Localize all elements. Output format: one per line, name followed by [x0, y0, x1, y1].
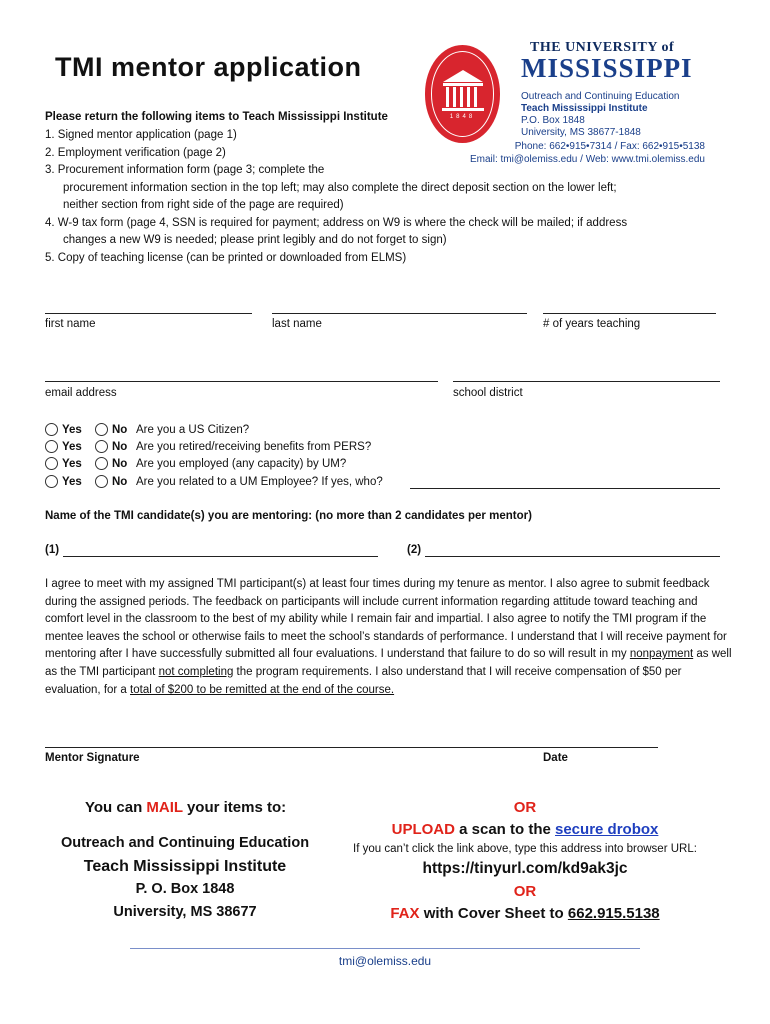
- mail-line1: Outreach and Continuing Education: [60, 835, 310, 851]
- question-text: Are you employed (any capacity) by UM?: [136, 457, 347, 470]
- no-label: No: [112, 475, 128, 488]
- instruction-item-2: 2. Employment verification (page 2): [45, 146, 226, 159]
- question-pers: [45, 438, 371, 455]
- yes-radio[interactable]: [45, 423, 58, 436]
- instructions-heading: Please return the following items to Teach Mississippi Institute: [45, 111, 388, 123]
- email-label: email address: [45, 387, 117, 399]
- mail-heading: [85, 799, 286, 816]
- first-name-field[interactable]: [45, 313, 252, 314]
- no-radio[interactable]: [95, 423, 108, 436]
- question-um-employed: [45, 455, 346, 472]
- candidate-2-label: (2): [407, 544, 422, 556]
- upload-word: UPLOAD: [391, 821, 455, 838]
- instruction-item-3-cont2: neither section from right side of the page are required): [63, 199, 344, 211]
- mail-word: MAIL: [146, 799, 183, 816]
- no-radio[interactable]: [95, 440, 108, 453]
- instruction-item-3-cont: procurement information section in the top left; may also complete the direct deposit section on the lower left;: [63, 181, 617, 194]
- yes-radio[interactable]: [45, 475, 58, 488]
- agreement-text-3: the program requirements. I also understand that I will receive compensation of $50 per evaluation, for a: [45, 665, 682, 696]
- question-text: Are you retired/receiving benefits from PERS?: [136, 440, 372, 453]
- email-field[interactable]: [45, 381, 438, 382]
- agreement-text-2: as well as the TMI participant: [45, 648, 732, 678]
- org-email-web: Email: tmi@olemiss.edu / Web: www.tmi.olemiss.edu: [469, 153, 705, 165]
- org-line4: University, MS 38677-1848: [521, 127, 641, 138]
- no-radio[interactable]: [95, 457, 108, 470]
- mail-line3: P. O. Box 1848: [135, 881, 235, 897]
- org-phone-fax: Phone: 662•915•7314 / Fax: 662•915•5138: [514, 141, 705, 152]
- related-who-field[interactable]: [410, 488, 720, 489]
- seal-year: 1848: [449, 114, 476, 120]
- question-us-citizen: [45, 421, 249, 438]
- mail-line2: Teach Mississippi Institute: [83, 858, 287, 875]
- mail-line4: University, MS 38677: [113, 904, 257, 920]
- question-related: [45, 473, 383, 490]
- instruction-item-1: 1. Signed mentor application (page 1): [45, 129, 237, 141]
- fax-word: FAX: [390, 905, 420, 922]
- org-line1: Outreach and Continuing Education: [521, 91, 680, 102]
- last-name-field[interactable]: [272, 313, 527, 314]
- years-teaching-field[interactable]: [543, 313, 716, 314]
- secure-dropbox-link[interactable]: secure drobox: [555, 821, 659, 838]
- candidate-1-field[interactable]: [63, 556, 378, 557]
- candidate-1-label: (1): [45, 544, 60, 556]
- question-text: Are you related to a UM Employee? If yes, who?: [136, 475, 383, 488]
- upload-mid: a scan to the: [454, 821, 555, 838]
- logo-mississippi: MISSISSIPPI: [521, 53, 693, 83]
- nonpayment-text: nonpayment: [629, 648, 694, 661]
- question-text: Are you a US Citizen?: [136, 423, 250, 436]
- tinyurl-text: https://tinyurl.com/kd9ak3jc: [422, 860, 628, 877]
- yes-label: Yes: [62, 457, 82, 470]
- org-line2: Teach Mississippi Institute: [521, 103, 648, 114]
- date-label: Date: [543, 752, 568, 764]
- signature-field[interactable]: [45, 747, 658, 748]
- footer-email: tmi@olemiss.edu: [338, 954, 432, 968]
- yes-radio[interactable]: [45, 457, 58, 470]
- page-title: TMI mentor application: [55, 52, 362, 82]
- mail-post: your items to:: [182, 799, 287, 816]
- instruction-item-4-cont: changes a new W9 is needed; please print legibly and do not forget to sign): [63, 234, 447, 246]
- no-radio[interactable]: [95, 475, 108, 488]
- mail-pre: You can: [85, 799, 147, 816]
- mail-address: [45, 832, 325, 924]
- yes-label: Yes: [62, 440, 82, 453]
- upload-hint: If you can’t click the link above, type this address into browser URL:: [353, 843, 697, 855]
- school-district-field[interactable]: [453, 381, 720, 382]
- first-name-label: first name: [45, 318, 96, 330]
- or-1: OR: [513, 799, 537, 816]
- yes-label: Yes: [62, 423, 82, 436]
- years-teaching-label: # of years teaching: [543, 318, 641, 330]
- fax-mid: with Cover Sheet to: [419, 905, 568, 922]
- or-2: OR: [513, 883, 537, 900]
- yes-radio[interactable]: [45, 440, 58, 453]
- not-completing-text: not completing: [158, 665, 234, 678]
- logo-the-university-of: THE UNIVERSITY of: [530, 40, 675, 55]
- no-label: No: [112, 440, 128, 453]
- last-name-label: last name: [272, 318, 322, 330]
- fax-number: 662.915.5138: [567, 905, 660, 922]
- candidates-heading: Name of the TMI candidate(s) you are mentoring: (no more than 2 candidates per mentor): [45, 510, 532, 522]
- upload-line: [335, 821, 715, 838]
- agreement-paragraph: [45, 576, 735, 699]
- school-district-label: school district: [453, 387, 523, 399]
- candidate-2-field[interactable]: [425, 556, 720, 557]
- agreement-text-1: I agree to meet with my assigned TMI participant(s) at least four times during my tenure as mentor. I also agree to submit feedback during the assigned periods. The feedback on participants will include current information regarding attitude toward teaching and comfort level in the classroom to the best of my ability while I remain fair and impartial. I also agree to notify the TMI program if the mentee leaves the school or otherwise fails to meet the school’s standards of performance. I understand that I will receive payment for mentoring after I have successfully submitted all four evaluations. I understand that failure to do so will result in my: [45, 578, 727, 661]
- footer-divider: [130, 948, 640, 949]
- total-text: total of $200 to be remitted at the end of the course.: [130, 683, 395, 696]
- org-line3: P.O. Box 1848: [521, 115, 585, 126]
- instruction-item-4: 4. W-9 tax form (page 4, SSN is required for payment; address on W9 is where the check will be mailed; if address: [45, 216, 628, 229]
- no-label: No: [112, 457, 128, 470]
- instruction-item-3: 3. Procurement information form (page 3; complete the: [45, 164, 325, 176]
- no-label: No: [112, 423, 128, 436]
- instructions-list: [45, 127, 725, 267]
- instruction-item-5: 5. Copy of teaching license (can be printed or downloaded from ELMS): [45, 251, 407, 264]
- mentor-signature-label: Mentor Signature: [45, 752, 140, 764]
- yes-label: Yes: [62, 475, 82, 488]
- fax-line: [335, 905, 715, 922]
